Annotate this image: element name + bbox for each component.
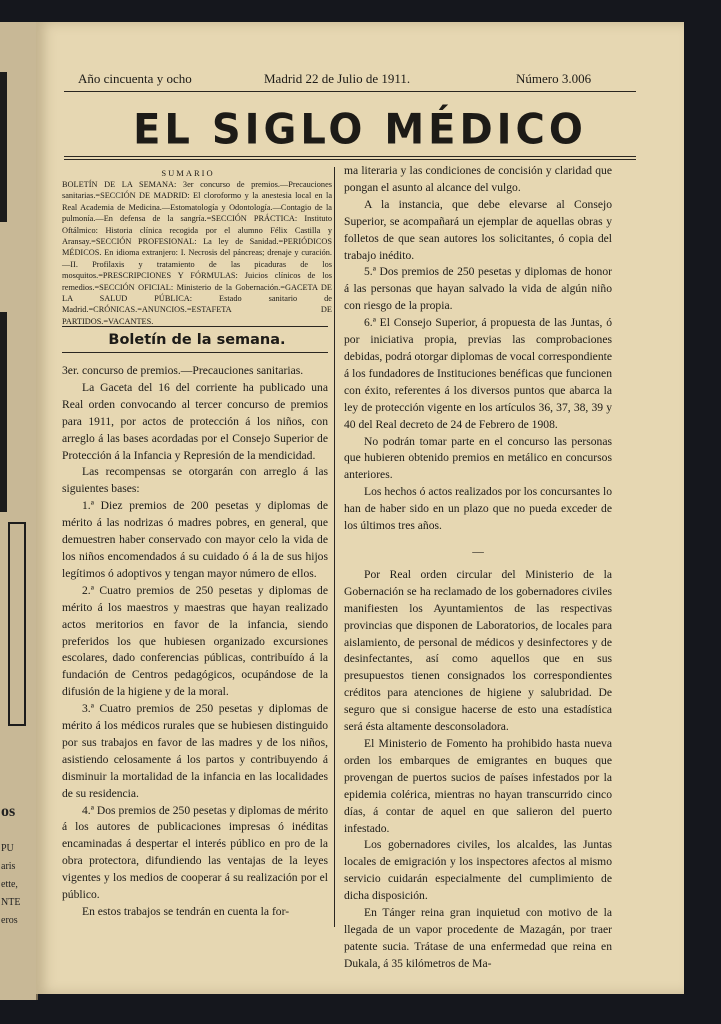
adjacent-page-text: ette, bbox=[1, 879, 18, 890]
adjacent-page-edge bbox=[0, 22, 38, 1000]
article-separator: — bbox=[472, 544, 484, 558]
article-paragraph: Por Real orden circular del Ministerio de la Gobernación se ha reclamado de los gobernadores civiles manifiesten los Ayuntamientos de las respectivas provincias que disponen de Laboratorios, de locales para aislamiento, de personal de médicos y desinfectores y de desinfectantes, así como aquellos que en sus presupuestos tienen consignados los correspondientes créditos para atenciones de higiene y salubridad. De seguro que si consigue hacerse de esto una estadística será ésta altamente desconsoladora. bbox=[344, 567, 612, 734]
article-paragraph: A la instancia, que debe elevarse al Consejo Superior, se acompañará un ejemplar de aquellas obras y folletos de que sean autores los solicitantes, ó copia del trabajo inédito. bbox=[344, 197, 612, 262]
article-paragraph: El Ministerio de Fomento ha prohibido hasta nueva orden los embarques de emigrantes en buques que provengan de puertos sucios de países infestados por la epidemia colérica, mientras no hayan transcurrido cinco días, á contar de aquel en que salieron del puerto infestado. bbox=[344, 737, 612, 835]
article-paragraph: En Tánger reina gran inquietud con motivo de la llegada de un vapor procedente de Mazagán, por traer patente sucia. Trátase de una enfermedad que reina en Dukala, á 35 kilómetros de Ma- bbox=[344, 906, 612, 970]
article-paragraph: La Gaceta del 16 del corriente ha publicado una Real orden convocando al tercer concurso de premios para 1911, por actos de protección á los niños, con arreglo á las bases acordadas por el Consejo Superior de Protección á la Infancia y Represión de la mendicidad. bbox=[62, 380, 328, 462]
adjacent-page-ink bbox=[0, 312, 7, 512]
section-rule-top bbox=[62, 326, 328, 327]
article-paragraph: 4.ª Dos premios de 250 pesetas y diplomas de mérito á los autores de publicaciones impresas ó inéditas encaminadas á despertar el interés público en pro de la obra protectora, difundiendo las ventajas de la leyes vigentes y los medios de cooperar á su realización por el público. bbox=[62, 803, 328, 902]
article-paragraph: 1.ª Diez premios de 200 pesetas y diplomas de mérito á las nodrizas ó madres pobres, en general, que demuestren haber conservado con mayor celo la vida de los niños encomendados á su cuidado ó á la de sus hijos legítimos ó adoptivos y tengan mayor número de ellos. bbox=[62, 499, 328, 580]
adjacent-page-text: aris bbox=[1, 861, 16, 872]
section-rule-bottom bbox=[62, 352, 328, 353]
masthead-rule-bottom bbox=[64, 159, 636, 160]
adjacent-page-text: NTE bbox=[1, 897, 21, 908]
article-paragraph: Los hechos ó actos realizados por los concursantes lo han de haber sido en un plazo que no pueda exceder de los últimos tres años. bbox=[344, 485, 612, 533]
article-paragraph: 5.ª Dos premios de 250 pesetas y diplomas de honor á las personas que hayan salvado la vida de algún niño con riesgo de la propia. bbox=[344, 265, 612, 313]
article-paragraph: Las recompensas se otorgarán con arreglo á las siguientes bases: bbox=[62, 465, 328, 496]
article-paragraph: No podrán tomar parte en el concurso las personas que hubieren obtenido premios en metálico en concursos anteriores. bbox=[344, 434, 612, 482]
article-paragraph: Los gobernadores civiles, los alcaldes, las Juntas locales de emigración y los inspectores afectos al mismo servicio cuidarán especialmente del cumplimiento de dicha disposición. bbox=[344, 838, 612, 903]
column-divider bbox=[334, 167, 335, 927]
header-issue-number: Número 3.006 bbox=[516, 71, 592, 86]
masthead-rule-top bbox=[64, 156, 636, 157]
header-date: Madrid 22 de Julio de 1911. bbox=[264, 71, 411, 86]
section-title: Boletín de la semana. bbox=[108, 332, 286, 348]
sumario-text: BOLETÍN DE LA SEMANA: 3er concurso de premios.—Precauciones sanitarias.=SECCIÓN DE MADRID: El cloroformo y la anestesia local en la Real Academia de Medicina.—Estomatología y Odontología.—Contagio de la pulmonía.—En defensa de la sangría.=SECCIÓN PRÁCTICA: Instituto Oftálmico: Historia clínica recogida por el alumno Félix Castilla y Aransay.=SECCIÓN PROFESIONAL: La ley de Sanidad.=PERIÓDICOS MÉDICOS. En idioma extranjero: I. Necrosis del páncreas; drenaje y curación.—II. Profilaxis y tratamiento de las picaduras de los mosquitos.=PRESCRIPCIONES Y FÓRMULAS: Juicios clínicos de los remedios.=SECCIÓN OFICIAL: Ministerio de la Gobernación.=GACETA DE LA SALUD PÚBLICA: Estado sanitario de Madrid.=CRÓNICAS.=ANUNCIOS.=ESTAFETA DE PARTIDOS.=VACANTES. bbox=[62, 180, 332, 326]
adjacent-page-text: os bbox=[1, 803, 16, 820]
article-subheading: 3er. concurso de premios.—Precauciones sanitarias. bbox=[62, 364, 304, 377]
header-rule bbox=[64, 91, 636, 92]
article-paragraph: ma literaria y las condiciones de concisión y claridad que pongan el asunto al alcance del vulgo. bbox=[344, 164, 612, 194]
adjacent-page-ornament bbox=[8, 522, 26, 726]
adjacent-page-text: PU bbox=[1, 843, 14, 854]
left-column bbox=[62, 363, 328, 921]
adjacent-page-ink bbox=[0, 72, 7, 222]
masthead-title: EL SIGLO MÉDICO bbox=[133, 105, 587, 155]
newspaper-page bbox=[36, 22, 684, 994]
article-paragraph: 6.ª El Consejo Superior, á propuesta de las Juntas, ó por iniciativa propia, previas las comprobaciones debidas, podrá otorgar diplomas de vocal correspondiente á los fundadores de Instituciones benéficas que funcionen con éxito, referentes á los diversos puntos que abarca la ley de protección vigente en los artículos 36, 37, 38, 39 y 40 del Real decreto de 24 de Febrero de 1908. bbox=[344, 316, 612, 431]
article-paragraph: 3.ª Cuatro premios de 250 pesetas y diplomas de mérito á los médicos rurales que se hubiesen distinguido por sus trabajos en favor de las madres y de los niños, asistiendo celosamente á los partos y contribuyendo á disminuir la mortalidad de la infancia en las localidades de su residencia. bbox=[62, 702, 328, 800]
article-paragraph: En estos trabajos se tendrán en cuenta la for- bbox=[82, 905, 290, 918]
right-column bbox=[344, 163, 612, 973]
header-year: Año cincuenta y ocho bbox=[78, 71, 192, 86]
adjacent-page-text: eros bbox=[1, 915, 18, 926]
article-paragraph: 2.ª Cuatro premios de 250 pesetas y diplomas de mérito á los maestros y maestras que hayan realizado actos meritorios en favor de la infancia, siendo preferidos los que hubiesen organizado excursiones escolares, dado conferencias públicas, contribuído á la fundación de Centros pedagógicos, ocupándose de la difusión de la higiene y de la moral. bbox=[62, 583, 328, 699]
sumario-heading: SUMARIO bbox=[161, 168, 215, 178]
